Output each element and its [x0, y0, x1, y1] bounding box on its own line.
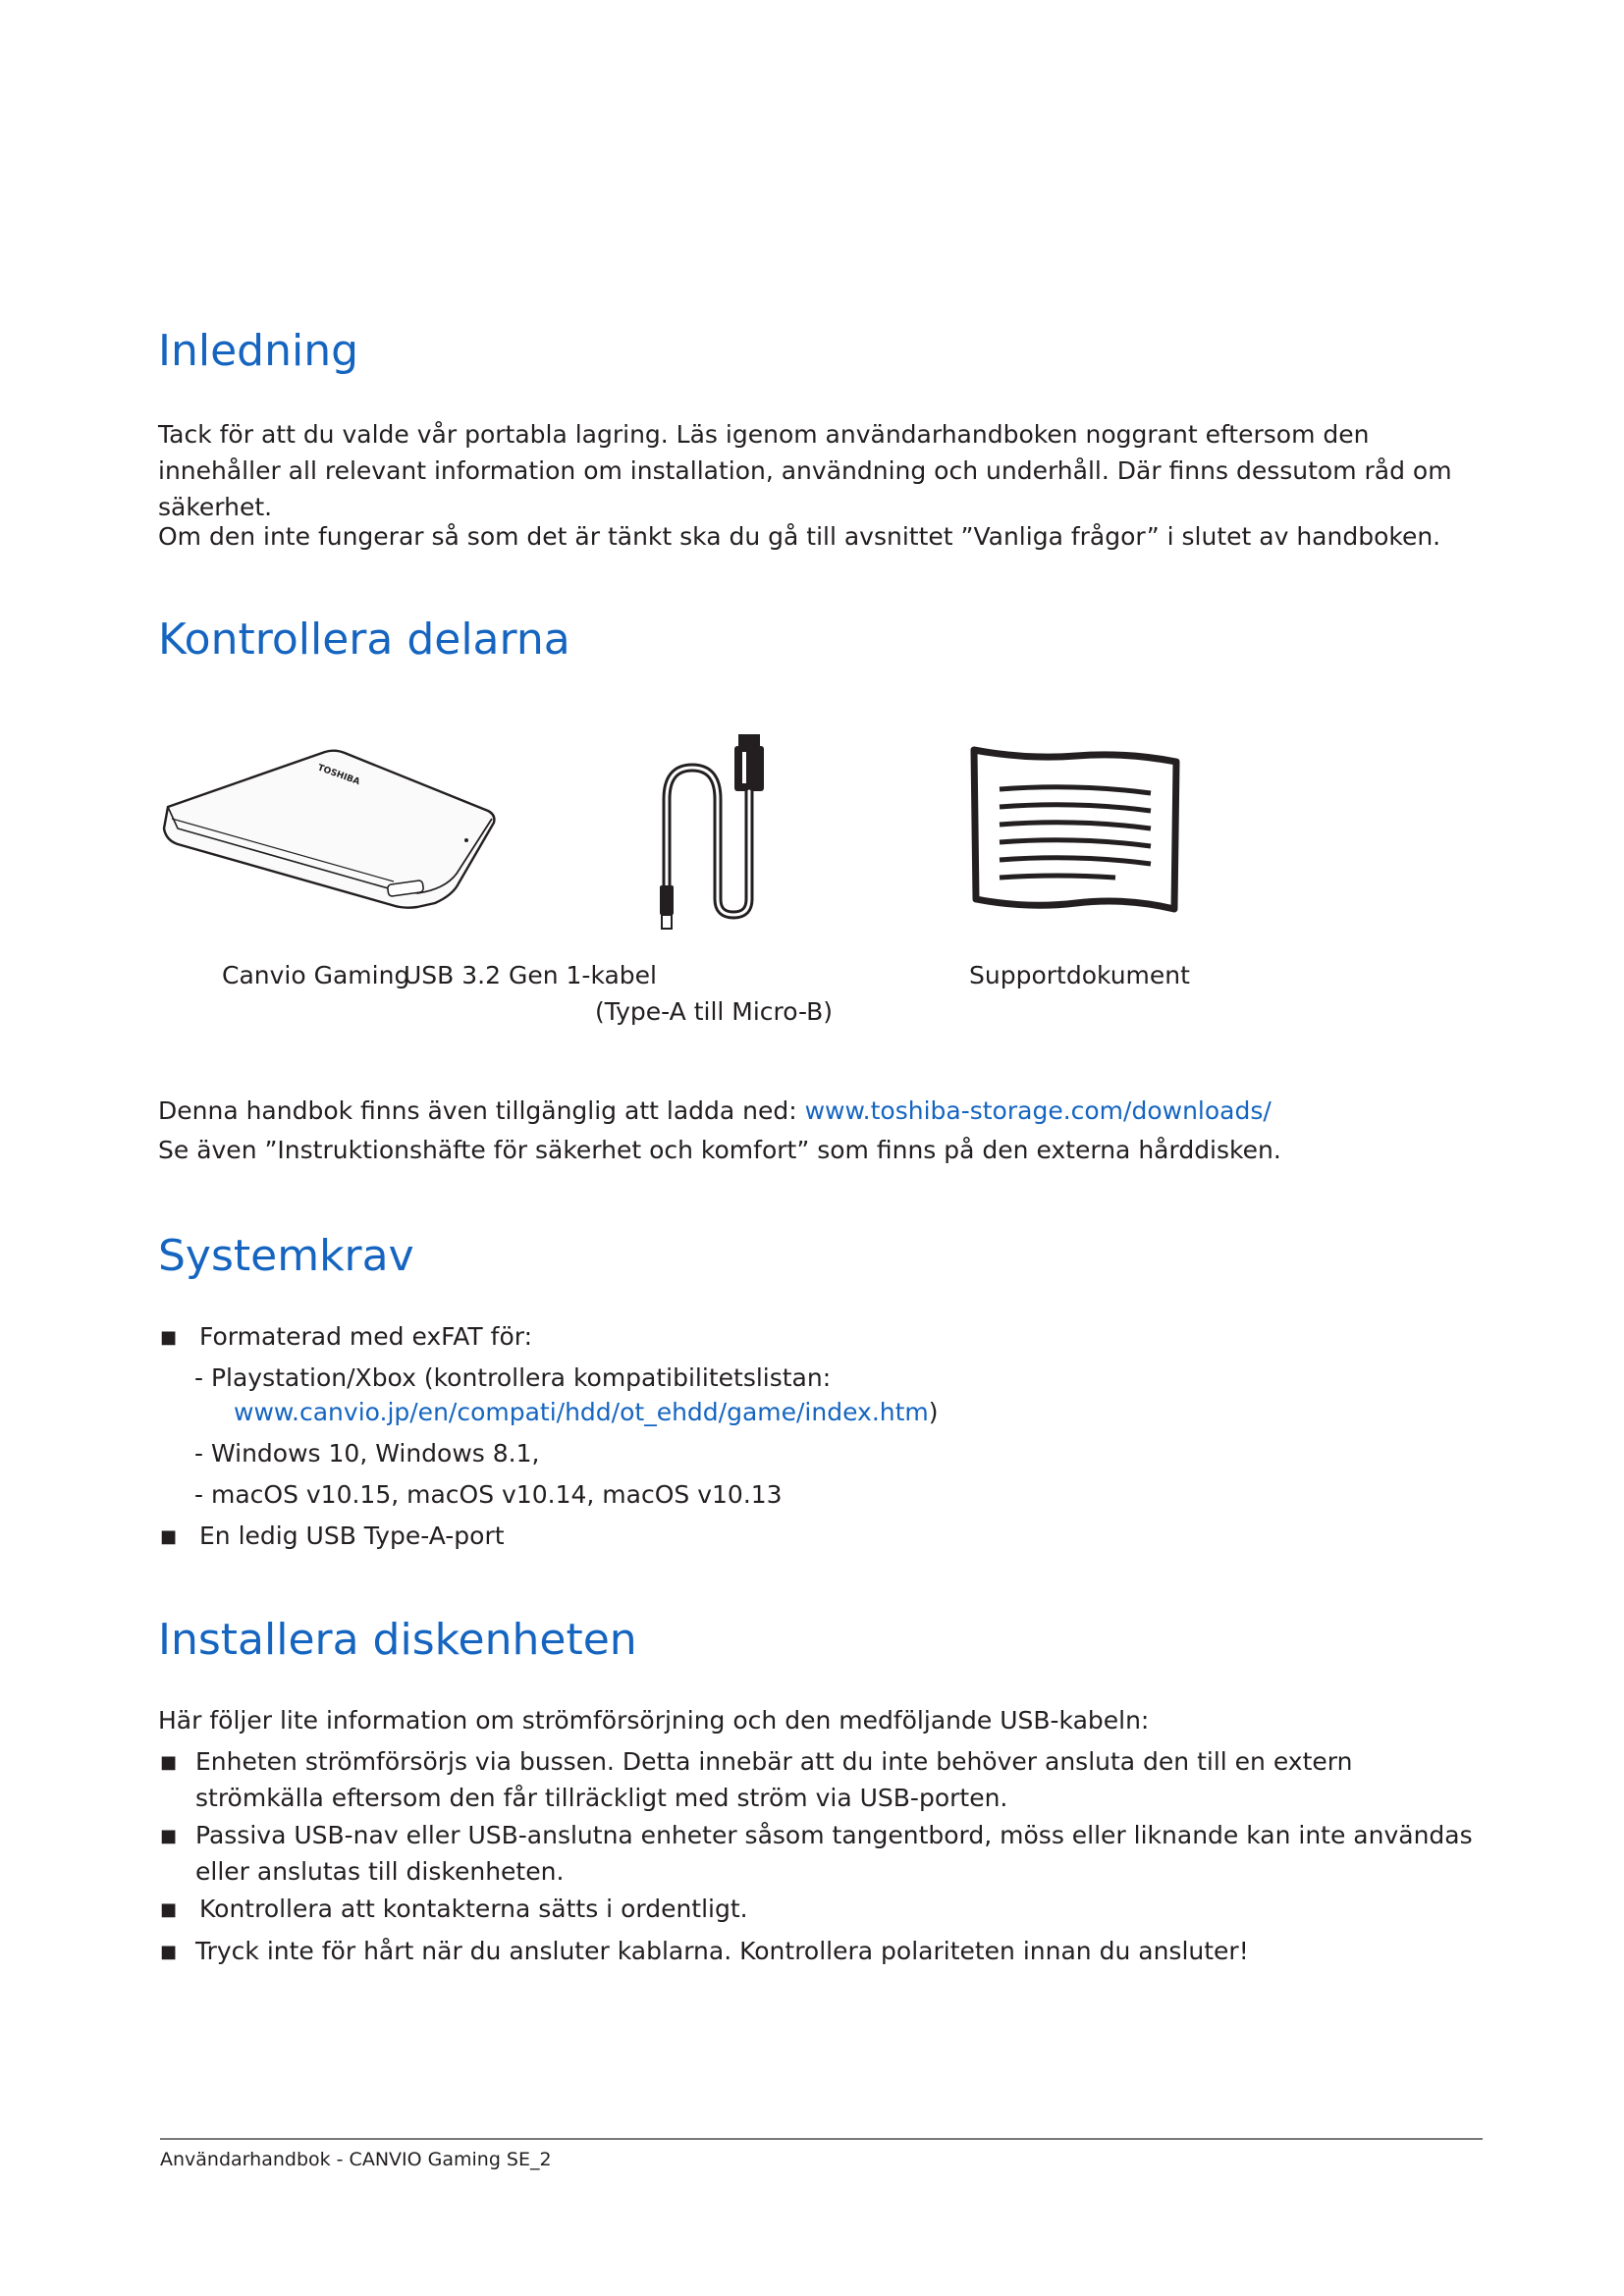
document-caption: Supportdokument: [969, 961, 1190, 989]
drive-caption: Canvio Gaming: [222, 961, 410, 989]
svg-text:TOSHIBA: TOSHIBA: [315, 763, 361, 788]
cable-caption-line1: USB 3.2 Gen 1-kabel: [404, 961, 657, 989]
bullet-icon: ■: [160, 1327, 178, 1348]
footer-text: Användarhandbok - CANVIO Gaming SE_2: [160, 2149, 552, 2170]
safety-note: Se även ”Instruktionshäfte för säkerhet och komfort” som finns på den externa hårddisken.: [158, 1136, 1281, 1164]
download-link[interactable]: www.toshiba-storage.com/downloads/: [804, 1096, 1272, 1125]
bullet-icon: ■: [160, 1899, 178, 1920]
usb-cable-illustration: [648, 730, 785, 946]
bullet-icon: ■: [160, 1942, 178, 1962]
intro-paragraph-1: Tack för att du valde vår portabla lagring. Läs igenom användarhandboken noggrant eftersom den innehåller all relevant information om installation, användning och underhåll. Där finns dessutom råd om säkerhet.: [158, 420, 1452, 521]
cable-caption-line2: (Type-A till Micro-B): [595, 997, 834, 1026]
compatibility-link[interactable]: www.canvio.jp/en/compati/hdd/ot_ehdd/game/index.htm: [234, 1398, 929, 1426]
download-text: Denna handbok finns även tillgänglig att ladda ned:: [158, 1096, 805, 1125]
requirement-windows: - Windows 10, Windows 8.1,: [194, 1439, 540, 1468]
bullet-icon: ■: [160, 1526, 178, 1547]
requirement-macos: - macOS v10.15, macOS v10.14, macOS v10.13: [194, 1480, 783, 1509]
install-item-3: Kontrollera att kontakterna sätts i ordentligt.: [199, 1895, 748, 1923]
bullet-icon: ■: [160, 1752, 178, 1773]
install-item-4: Tryck inte för hårt när du ansluter kablarna. Kontrollera polariteten innan du ansluter!: [195, 1937, 1249, 1965]
intro-heading: Inledning: [158, 326, 359, 376]
compatibility-close-paren: ): [928, 1398, 939, 1426]
requirement-usb-port: En ledig USB Type-A-port: [199, 1522, 505, 1550]
footer-divider: [160, 2138, 1483, 2140]
compatibility-line: [234, 1394, 939, 1430]
external-drive-illustration: [160, 746, 499, 913]
install-heading: Installera diskenheten: [158, 1615, 637, 1665]
install-intro: Här följer lite information om strömförsörjning och den medföljande USB-kabeln:: [158, 1706, 1150, 1735]
requirement-console: - Playstation/Xbox (kontrollera kompatibilitetslistan:: [194, 1363, 832, 1392]
parts-heading: Kontrollera delarna: [158, 614, 570, 665]
bullet-icon: ■: [160, 1826, 178, 1846]
install-item-1: Enheten strömförsörjs via bussen. Detta innebär att du inte behöver ansluta den till en extern strömkälla eftersom den får tillräckligt med ström via USB-porten.: [195, 1747, 1353, 1812]
intro-paragraph-2: Om den inte fungerar så som det är tänkt ska du gå till avsnittet ”Vanliga frågor” i slutet av handboken.: [158, 522, 1441, 551]
requirements-heading: Systemkrav: [158, 1231, 414, 1281]
requirement-format: Formaterad med exFAT för:: [199, 1322, 533, 1351]
download-line: [158, 1093, 1272, 1129]
support-document-illustration: [968, 746, 1184, 913]
install-item-2: Passiva USB-nav eller USB-anslutna enheter såsom tangentbord, möss eller liknande kan inte användas eller anslutas till diskenheten.: [195, 1821, 1473, 1886]
